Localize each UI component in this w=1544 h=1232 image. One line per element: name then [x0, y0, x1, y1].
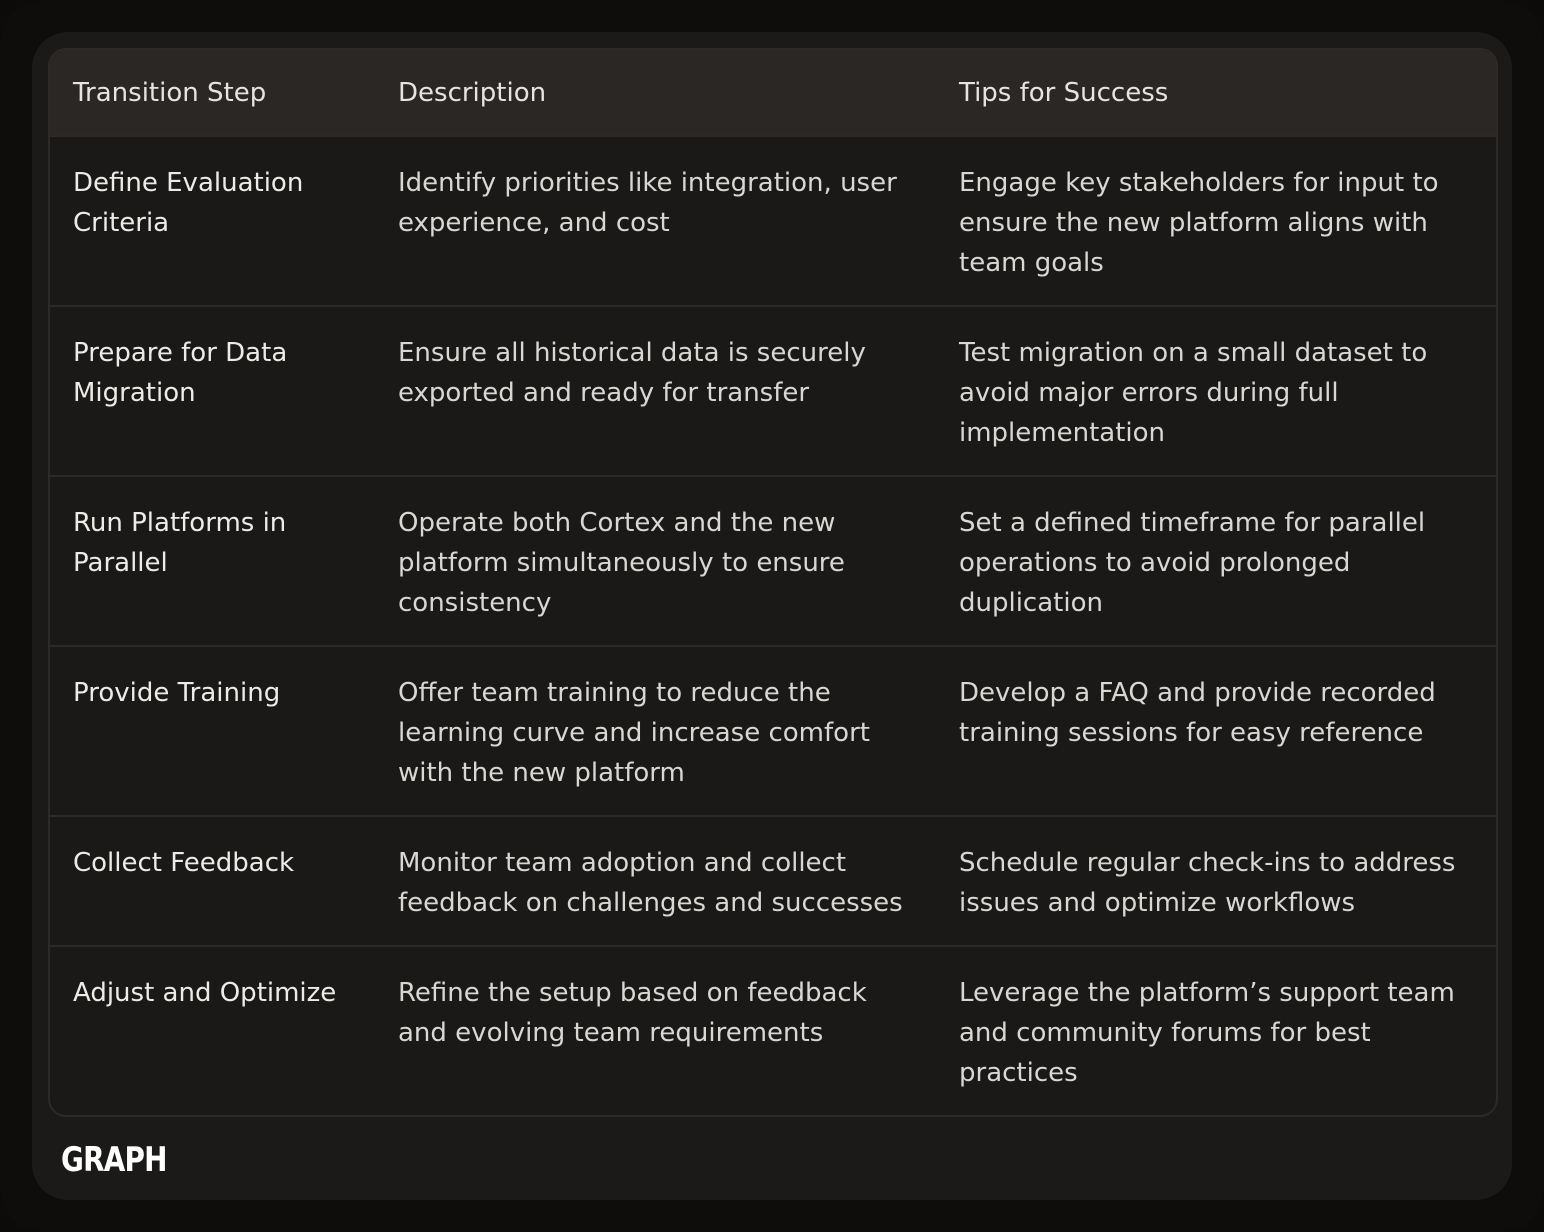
header-row: [50, 50, 1496, 136]
table-row: [50, 816, 1496, 946]
content-card: [32, 32, 1512, 1200]
step-cell: Collect Feedback: [73, 848, 295, 878]
description-cell: Monitor team adoption and collect feedback on challenges and successes: [398, 848, 903, 918]
table-row: [50, 946, 1496, 1115]
step-cell: Define Evaluation Criteria: [73, 168, 304, 238]
description-cell: Ensure all historical data is securely exported and ready for transfer: [398, 338, 866, 408]
tips-cell: Test migration on a small dataset to avoid major errors during full implementation: [959, 338, 1428, 448]
tips-cell: Leverage the platform’s support team and community forums for best practices: [959, 978, 1455, 1088]
table-header: [50, 50, 1496, 136]
header-tips-for-success: Tips for Success: [959, 77, 1169, 108]
description-cell: Operate both Cortex and the new platform simultaneously to ensure consistency: [398, 508, 845, 618]
header-description: Description: [398, 77, 547, 108]
step-cell: Prepare for Data Migration: [73, 338, 288, 408]
header-transition-step: Transition Step: [73, 77, 267, 108]
table-row: [50, 136, 1496, 306]
table-row: [50, 306, 1496, 476]
step-cell: Run Platforms in Parallel: [73, 508, 287, 578]
table-body: [50, 136, 1496, 1115]
description-cell: Offer team training to reduce the learning curve and increase comfort with the new platform: [398, 678, 870, 788]
description-cell: Refine the setup based on feedback and evolving team requirements: [398, 978, 867, 1048]
step-cell: Provide Training: [73, 678, 281, 708]
step-cell: Adjust and Optimize: [73, 978, 337, 1008]
tips-cell: Engage key stakeholders for input to ensure the new platform aligns with team goals: [959, 168, 1439, 278]
graph-logo: GRAPH: [61, 1140, 167, 1180]
tips-cell: Schedule regular check-ins to address issues and optimize workflows: [959, 848, 1456, 918]
table-row: [50, 476, 1496, 646]
description-cell: Identify priorities like integration, user experience, and cost: [398, 168, 897, 238]
transition-table-container: [48, 48, 1498, 1117]
tips-cell: Set a defined timeframe for parallel operations to avoid prolonged duplication: [959, 508, 1426, 618]
tips-cell: Develop a FAQ and provide recorded training sessions for easy reference: [959, 678, 1436, 748]
table-row: [50, 646, 1496, 816]
transition-table: [50, 50, 1496, 1115]
